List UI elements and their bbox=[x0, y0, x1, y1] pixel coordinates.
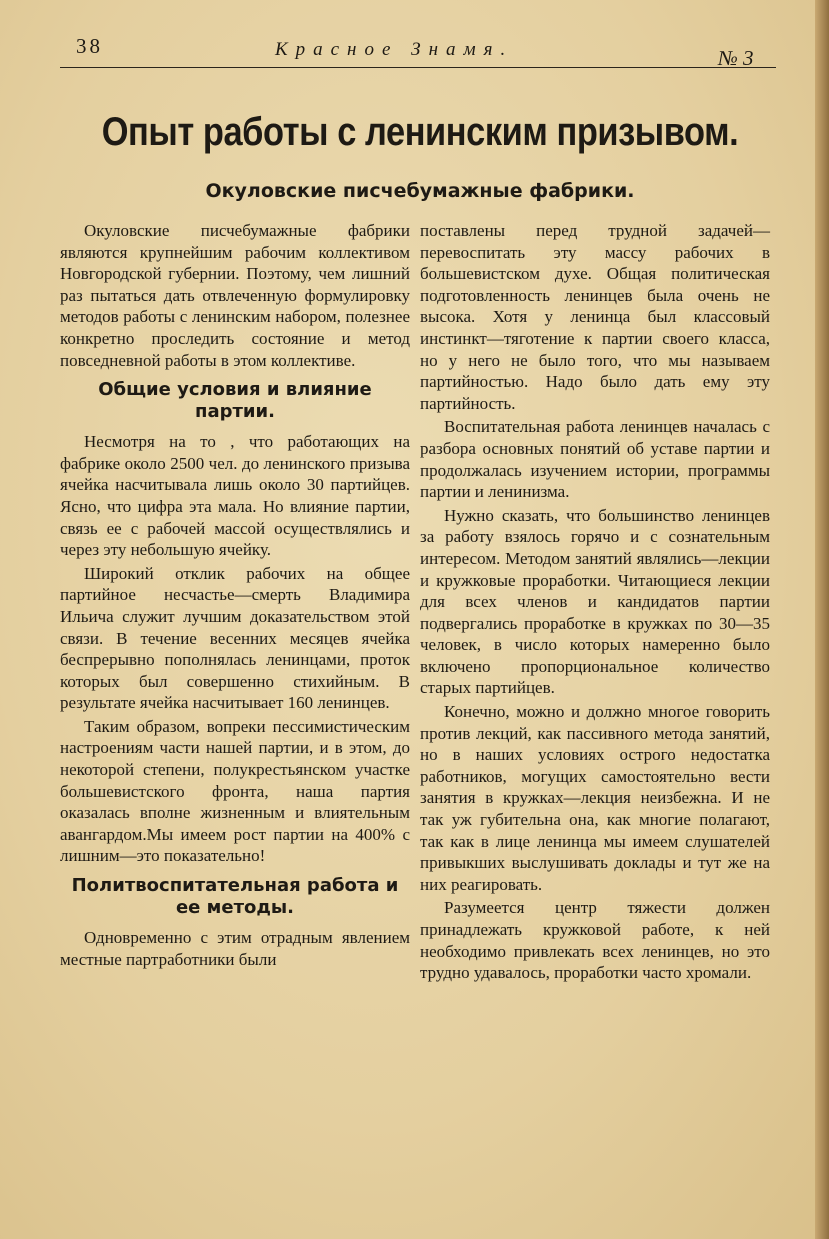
paragraph: Конечно, можно и должно многое говорить против лекций, как пассивного метода занятий, но в наших условиях острого недостатка работников, могущих самостоятельно вести занятия в кружках—лекция неизбежна. И не так уж губительна она, как многие полагают, так как в лице ленинца мы имеем слушателей привыкших выслушивать доклады и тут же на них реагировать. bbox=[420, 702, 770, 894]
paragraph: Широкий отклик рабочих на общее партийное несчастье—смерть Владимира Ильича служит лучшим доказательством этой связи. В течение весенних месяцев ячейка беспрерывно пополнялась ленинцами, проток которых был совершенно стихийным. В результате ячейка насчитывает 160 ленинцев. bbox=[60, 563, 410, 713]
paragraph: Несмотря на то , что работающих на фабрике около 2500 чел. до ленинского призыва ячейка насчитывала лишь около 30 партийцев. Ясно, что цифра эта мала. Но влияние партии, связь ее с рабочей массой осуществлялись и через эту небольшую ячейку. bbox=[60, 432, 410, 560]
header-rule bbox=[60, 67, 776, 68]
article-title: Опыт работы с ленинским призывом. bbox=[101, 110, 739, 154]
page-header bbox=[0, 30, 829, 80]
paragraph: Одновременно с этим отрадным явлением местные партработники были bbox=[60, 928, 410, 969]
paragraph: Таким образом, вопреки пессимистическим настроениям части нашей партии, и в этом, до некоторой степени, полукрестьянском участке большевистского фронта, наша партия оказалась вполне жизненным и влиятельным авангардом.Мы имеем рост партии на 400% с лишним—это показательно! bbox=[60, 716, 410, 866]
page-number: 38 bbox=[76, 34, 103, 58]
right-column bbox=[420, 220, 770, 986]
issue-number: № 3 bbox=[718, 46, 754, 70]
paragraph: Разумеется центр тяжести должен принадлежать кружковой работе, к ней необходимо привлекать всех ленинцев, но это трудно удавалось, проработки часто хромали. bbox=[420, 898, 770, 983]
paragraph: Нужно сказать, что большинство ленинцев за работу взялось горячо и с сознательным интересом. Методом занятий являлись—лекции и кружковые проработки. Читающиеся лекции для всех членов и кандидатов партии подвергались проработке в кружках по 30—35 человек, в число которых намеренно было включено пропорциональное количество старых партийцев. bbox=[420, 505, 770, 698]
page-edge bbox=[815, 0, 829, 1239]
paragraph: Воспитательная работа ленинцев началась с разбора основных понятий об уставе партии и продолжалась изучением истории, программы партии и ленинизма. bbox=[420, 417, 770, 502]
left-column bbox=[60, 220, 410, 972]
running-title: Красное Знамя. bbox=[275, 39, 514, 60]
paragraph: поставлены перед трудной задачей—перевоспитать эту массу рабочих в большевистском духе. Общая политическая подготовленность ленинцев была очень не высока. Хотя у ленинца был классовый инстинкт—тяготение к партии своего класса, но у него не было того, что мы называем партийностью. Надо было дать ему эту партийность. bbox=[420, 221, 770, 413]
paragraph: Окуловские писчебумажные фабрики являются крупнейшим рабочим коллективом Новгородской губернии. Поэтому, чем лишний раз пытаться дать отвлеченную формулировку методов работы с ленинским набором, полезнее конкретно проследить состояние и метод повседневной работы в этом коллективе. bbox=[60, 221, 410, 370]
section-heading: Общие условия и влияние партии. bbox=[98, 379, 372, 423]
section-heading: Политвоспитательная работа и ее методы. bbox=[71, 875, 399, 919]
article-subtitle: Окуловские писчебумажные фабрики. bbox=[205, 180, 635, 202]
